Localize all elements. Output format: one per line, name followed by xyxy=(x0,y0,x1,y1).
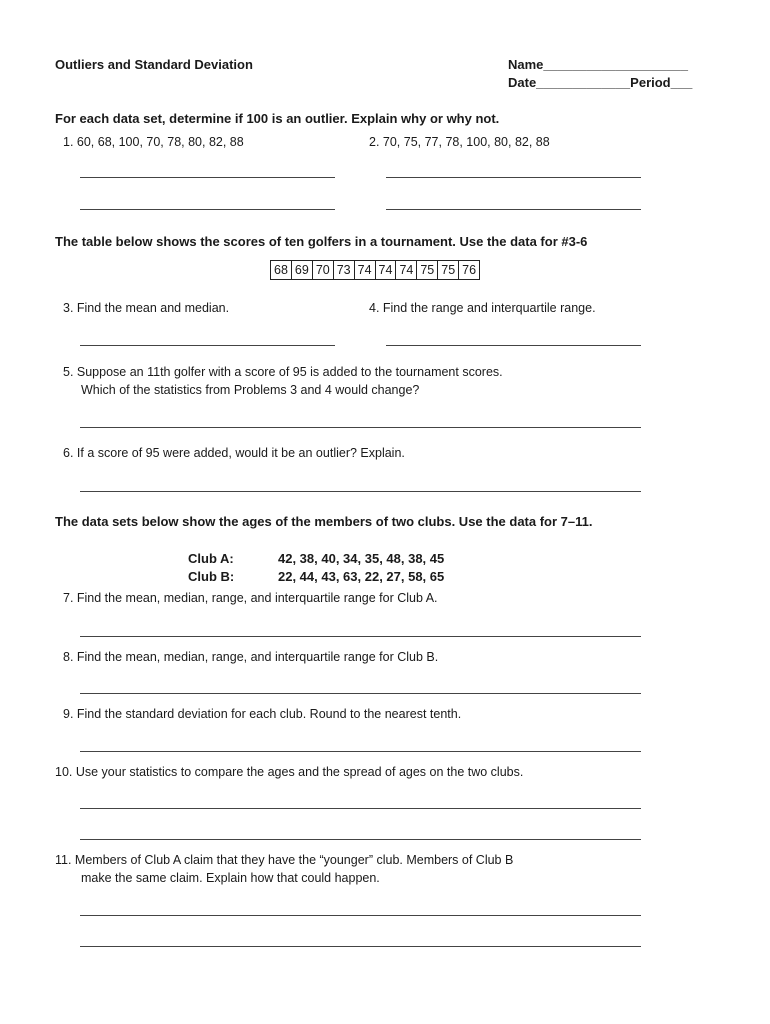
section3-heading: The data sets below show the ages of the members of two clubs. Use the data for 7–11. xyxy=(55,514,593,529)
score-cell: 75 xyxy=(438,261,459,280)
club-b-data: 22, 44, 43, 63, 22, 27, 58, 65 xyxy=(278,569,445,584)
question-10: 10. Use your statistics to compare the ages and the spread of ages on the two clubs. xyxy=(55,765,524,779)
table-row xyxy=(271,261,480,280)
score-cell: 69 xyxy=(291,261,312,280)
answer-line-q7[interactable] xyxy=(80,636,641,637)
answer-line-q10-a[interactable] xyxy=(80,808,641,809)
answer-line-q6[interactable] xyxy=(80,491,641,492)
question-9: 9. Find the standard deviation for each club. Round to the nearest tenth. xyxy=(63,707,462,721)
answer-line-q4[interactable] xyxy=(386,345,641,346)
club-b-label: Club B: xyxy=(188,569,235,584)
section1-heading: For each data set, determine if 100 is an outlier. Explain why or why not. xyxy=(55,111,500,126)
question-6: 6. If a score of 95 were added, would it be an outlier? Explain. xyxy=(63,446,405,460)
golf-scores-table xyxy=(270,260,480,280)
section2-heading: The table below shows the scores of ten golfers in a tournament. Use the data for #3-6 xyxy=(55,234,588,249)
score-cell: 74 xyxy=(396,261,417,280)
date-period-field[interactable]: Date_____________Period___ xyxy=(508,75,693,90)
answer-line-q1-b[interactable] xyxy=(80,209,335,210)
question-3: 3. Find the mean and median. xyxy=(63,301,230,315)
question-5-line2: Which of the statistics from Problems 3 and 4 would change? xyxy=(81,383,420,397)
club-a-label: Club A: xyxy=(188,551,234,566)
question-8: 8. Find the mean, median, range, and interquartile range for Club B. xyxy=(63,650,439,664)
answer-line-q5[interactable] xyxy=(80,427,641,428)
name-field[interactable]: Name____________________ xyxy=(508,57,689,72)
question-11-line2: make the same claim. Explain how that could happen. xyxy=(81,871,380,885)
answer-line-q1-a[interactable] xyxy=(80,177,335,178)
score-cell: 76 xyxy=(459,261,480,280)
score-cell: 74 xyxy=(375,261,396,280)
question-2: 2. 70, 75, 77, 78, 100, 80, 82, 88 xyxy=(369,135,550,149)
answer-line-q2-b[interactable] xyxy=(386,209,641,210)
score-cell: 70 xyxy=(312,261,333,280)
question-5-line1: 5. Suppose an 11th golfer with a score of 95 is added to the tournament scores. xyxy=(63,365,503,379)
question-1: 1. 60, 68, 100, 70, 78, 80, 82, 88 xyxy=(63,135,244,149)
answer-line-q11-b[interactable] xyxy=(80,946,641,947)
answer-line-q8[interactable] xyxy=(80,693,641,694)
score-cell: 68 xyxy=(271,261,292,280)
club-a-data: 42, 38, 40, 34, 35, 48, 38, 45 xyxy=(278,551,445,566)
question-7: 7. Find the mean, median, range, and interquartile range for Club A. xyxy=(63,591,438,605)
answer-line-q2-a[interactable] xyxy=(386,177,641,178)
answer-line-q3[interactable] xyxy=(80,345,335,346)
answer-line-q9[interactable] xyxy=(80,751,641,752)
answer-line-q10-b[interactable] xyxy=(80,839,641,840)
score-cell: 74 xyxy=(354,261,375,280)
answer-line-q11-a[interactable] xyxy=(80,915,641,916)
worksheet-title: Outliers and Standard Deviation xyxy=(55,57,253,72)
question-4: 4. Find the range and interquartile range. xyxy=(369,301,596,315)
score-cell: 73 xyxy=(333,261,354,280)
question-11-line1: 11. Members of Club A claim that they have the “younger” club. Members of Club B xyxy=(55,853,514,867)
score-cell: 75 xyxy=(417,261,438,280)
